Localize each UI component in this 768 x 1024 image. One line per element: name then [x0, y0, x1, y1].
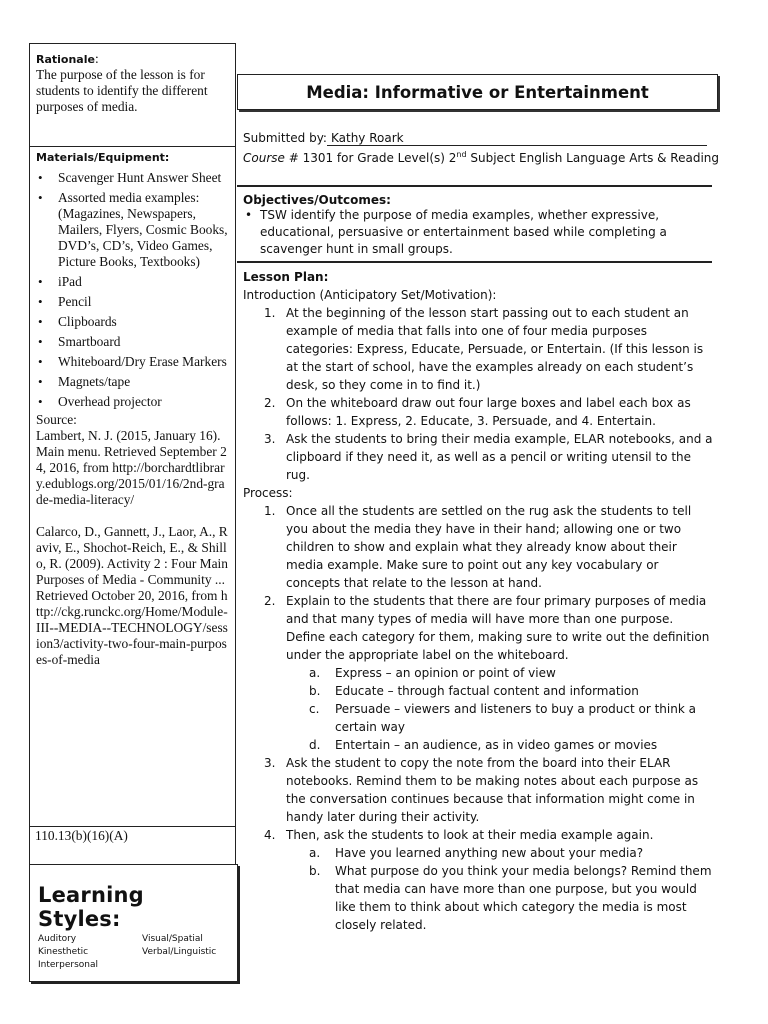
sub-step-text: Persuade – viewers and listeners to buy a product or think a certain way: [335, 702, 696, 734]
list-item: [309, 736, 715, 754]
intro-label: Introduction (Anticipatory Set/Motivation):: [243, 288, 497, 302]
title-box: [237, 74, 718, 110]
step-text: Then, ask the students to look at their media example again.: [286, 828, 654, 842]
list-item: • Smartboard: [36, 334, 229, 350]
list-item: [309, 664, 715, 682]
step-number: 2.: [264, 594, 276, 608]
learning-style-item: Interpersonal: [38, 960, 98, 970]
teks-standard: 110.13(b)(16)(A): [29, 826, 236, 852]
step-text: Ask the students to bring their media example, ELAR notebooks, and a clipboard if they need it, as well as a pencil or writing utensil to the rug.: [286, 432, 713, 482]
objectives-section: [243, 193, 713, 258]
step-text: Once all the students are settled on the rug ask the students to tell you about the media they have in their hand; allowing one or two children to show and explain what they already know about their media example. Make sure to point out any key vocabulary or concepts that relate to the lesson at hand.: [286, 504, 692, 590]
learning-styles-grid: [38, 933, 231, 972]
materials-heading: Materials/Equipment:: [36, 151, 170, 164]
step-text: On the whiteboard draw out four large boxes and label each box as follows: 1. Express, 2. Educate, 3. Persuade, and 4. Entertain.: [286, 396, 691, 428]
list-item: [243, 394, 715, 430]
list-item: [243, 826, 715, 934]
list-item: • iPad: [36, 274, 229, 290]
subject-text: Subject English Language Arts & Reading: [466, 151, 720, 165]
sub-steps: [286, 844, 715, 934]
source-citation: Lambert, N. J. (2015, January 16). Main menu. Retrieved September 24, 2016, from http://borchardtlibrary.edublogs.org/2015/01/16/2nd-grade-media-literacy/: [36, 428, 227, 507]
page-title: Media: Informative or Entertainment: [306, 82, 649, 102]
step-number: 1.: [264, 306, 276, 320]
submitted-name: Kathy Roark: [327, 131, 707, 146]
materials-list: [36, 170, 229, 410]
learning-style-item: Visual/Spatial: [142, 934, 203, 944]
course-number: 1301 for Grade Level(s) 2: [298, 151, 457, 165]
step-text: Explain to the students that there are four primary purposes of media and that many types of media will have more than one purpose. Define each category for them, making sure to write out the definition under the appropriate label on the whiteboard.: [286, 594, 710, 662]
list-item: • Whiteboard/Dry Erase Markers: [36, 354, 229, 370]
grade-superscript: nd: [456, 150, 467, 159]
list-item: • Magnets/tape: [36, 374, 229, 390]
process-label: Process:: [243, 486, 293, 500]
step-letter: b.: [309, 864, 321, 878]
sub-steps: [286, 664, 715, 754]
course-row: [243, 150, 719, 165]
list-item: • Assorted media examples: (Magazines, Newspapers, Mailers, Flyers, Cosmic Books, DVD’s, CD’s, Video Games, Picture Books, Textbooks): [36, 190, 229, 270]
sidebar-box: [29, 43, 236, 865]
list-item: • Overhead projector: [36, 394, 229, 410]
step-text: Ask the student to copy the note from the board into their ELAR notebooks. Remind them to be making notes about each purpose as the conversation continues because that information might come in handy later during their activity.: [286, 756, 699, 824]
learning-style-item: [142, 959, 231, 972]
step-number: 3.: [264, 756, 276, 770]
intro-steps: [243, 304, 715, 484]
step-letter: c.: [309, 702, 320, 716]
lesson-plan-section: [243, 268, 715, 934]
learning-style-item: Verbal/Linguistic: [142, 947, 217, 957]
list-item: • Pencil: [36, 294, 229, 310]
list-item: [243, 754, 715, 826]
step-letter: a.: [309, 666, 321, 680]
step-letter: b.: [309, 684, 321, 698]
learning-styles-title: Learning Styles:: [38, 883, 144, 931]
sub-step-text: Entertain – an audience, as in video games or movies: [335, 738, 658, 752]
list-item: [243, 502, 715, 592]
sub-step-text: Express – an opinion or point of view: [335, 666, 556, 680]
list-item: [243, 592, 715, 754]
step-number: 1.: [264, 504, 276, 518]
submitted-row: [243, 131, 707, 146]
list-item: • Clipboards: [36, 314, 229, 330]
step-letter: d.: [309, 738, 321, 752]
sub-step-text: What purpose do you think your media belongs? Remind them that media can have more than one purpose, but you would like them to think about which category the media is most closely related.: [335, 864, 712, 932]
sub-step-text: Have you learned anything new about your media?: [335, 846, 644, 860]
list-item: [309, 844, 715, 862]
rationale-text: The purpose of the lesson is for students to identify the different purposes of media.: [36, 67, 208, 114]
source-block: [36, 412, 229, 668]
step-number: 4.: [264, 828, 276, 842]
course-label: Course #: [243, 151, 299, 165]
sub-step-text: Educate – through factual content and information: [335, 684, 639, 698]
step-letter: a.: [309, 846, 321, 860]
list-item: • Scavenger Hunt Answer Sheet: [36, 170, 229, 186]
learning-style-item: Kinesthetic: [38, 947, 89, 957]
rationale-heading-row: [36, 48, 229, 67]
objective-item: • TSW identify the purpose of media examples, whether expressive, educational, persuasive or entertainment based while completing a scavenger hunt in small groups.: [243, 207, 713, 258]
rationale-colon: :: [94, 51, 99, 66]
submitted-label: Submitted by:: [243, 131, 327, 145]
list-item: [243, 430, 715, 484]
source-citation: Calarco, D., Gannett, J., Laor, A., Raviv, E., Shochot-Reich, E., & Shillo, R. (2009). Activity 2 : Four Main Purposes of Media - Community ... Retrieved October 20, 2016, from http://ckg.runckc.org/Home/Module-III--MEDIA--TECHNOLOGY/session3/activity-two-four-main-purposes-of-media: [36, 524, 228, 667]
learning-styles-box: [29, 864, 238, 982]
rationale-section: [30, 44, 235, 147]
list-item: [309, 700, 715, 736]
list-item: [309, 862, 715, 934]
process-steps: [243, 502, 715, 934]
step-number: 3.: [264, 432, 276, 446]
lesson-plan-heading: Lesson Plan:: [243, 270, 329, 284]
materials-section: [30, 147, 235, 668]
step-number: 2.: [264, 396, 276, 410]
list-item: [243, 304, 715, 394]
step-text: At the beginning of the lesson start passing out to each student an example of media that falls into one of four media purposes categories: Express, Educate, Persuade, or Entertain. (If this lesson is at the start of school, have the examples already on each student’s desk, so they come in to find it.): [286, 306, 704, 392]
divider: [237, 185, 712, 187]
learning-style-item: Auditory: [38, 934, 77, 944]
rationale-heading: Rationale: [36, 53, 95, 66]
list-item: [309, 682, 715, 700]
divider: [237, 261, 712, 263]
objectives-heading: Objectives/Outcomes:: [243, 193, 391, 207]
source-label: Source:: [36, 412, 77, 427]
